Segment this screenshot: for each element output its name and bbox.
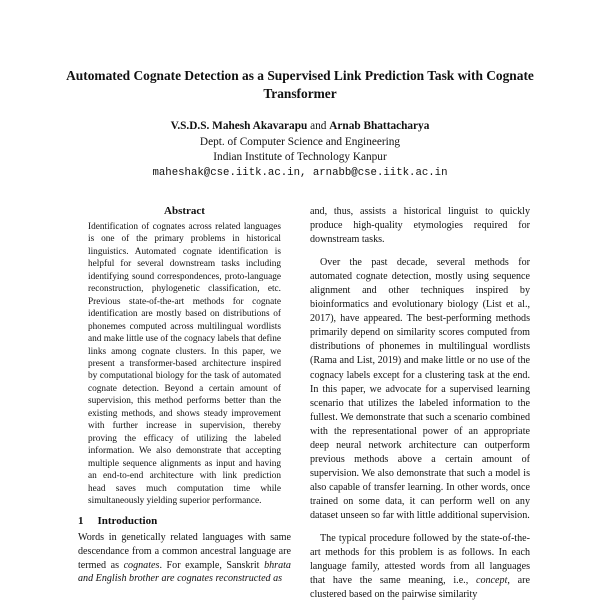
abstract-text: Identification of cognates across related languages is one of the primary problems in historical linguistics. Automated cognate identification is helpful for several downstream tasks including identifying sound correspondences, proto-language reconstruction, phylogenetic classification, etc. Previous state-of-the-art methods for cognate identification are mostly based on distributions of phonemes computed across multilingual wordlists and make little use of the cognacy labels that define links among cognate clusters. In this paper, we present a transformer-based architecture inspired by computational biology for the task of automated cognate detection. Beyond a certain amount of supervision, this method performs better than the existing methods, and shows steady improvement with further increase in supervision, thereby proving the efficacy of utilizing the labeled information. We also demonstrate that accepting multiple sequence alignments as input and having an end-to-end architecture with link prediction head saves much computation time while simultaneously yielding superior performance. (88, 222, 281, 506)
right-paragraph-1: and, thus, assists a historical linguist to quickly produce high-quality etymologies required for downstream tasks. (310, 206, 530, 246)
affiliation-dept: Dept. of Computer Science and Engineering (199, 135, 401, 148)
author-conjunction: and (310, 120, 327, 132)
paper-title: Automated Cognate Detection as a Supervised Link Prediction Task with Cognate Transformer (66, 68, 534, 101)
para3-end: , are clustered based on the pairwise similarity (310, 575, 530, 601)
author-2: Arnab Bhattacharya (329, 120, 430, 132)
left-column (78, 204, 291, 586)
intro-term-cognates: cognates (123, 559, 160, 571)
author-1: V.S.D.S. Mahesh Akavarapu (170, 120, 308, 132)
para3-start: The typical procedure followed by the state-of-the-art methods for this problem is as follows. In each language family, attested words from all languages that have the same meaning, i.e., (310, 533, 530, 587)
author-block (60, 119, 540, 181)
section-number: 1 (78, 515, 84, 528)
section-title: Introduction (97, 515, 158, 528)
intro-text-after: . For example, Sanskrit (159, 559, 260, 571)
right-paragraph-2: Over the past decade, several methods for automated cognate detection, mostly using sequence alignment and other techniques inspired by bioinformatics and evolutionary biology (List et al., 2017), have appeared. The best-performing methods primarily depend on similarity scores computed from distributions of phonemes in multilingual wordlists (Rama and List, 2019) and make little or no use of the cognacy labels except for a clustering task at the end. In this paper, we advocate for a supervised learning scenario that utilizes the labeled information to the fullest. We demonstrate that such a scenario combined with the representational power of an appropriate deep neural network architecture can outperform previous methods above a certain amount of supervision. We also demonstrate that such a model is also capable of transfer learning. In other words, once trained on some data, it can perform well on any dataset unseen so far with little additional supervision. (310, 257, 530, 521)
introduction-heading (78, 514, 291, 528)
introduction-paragraph (78, 531, 291, 585)
para3-term-concept: concept (475, 575, 508, 587)
right-column (310, 205, 530, 611)
right-paragraph-3 (310, 532, 530, 602)
intro-tail-line: bhrata and English brother are cognates reconstructed as (78, 559, 291, 585)
affiliation-institute: Indian Institute of Technology Kanpur (213, 151, 387, 163)
abstract-heading: Abstract (164, 205, 205, 217)
author-emails: maheshak@cse.iitk.ac.in, arnabb@cse.iitk.ac.in (152, 166, 448, 179)
author-names (60, 119, 540, 135)
intro-text: Words in genetically related languages with same descendance from a common ancestral language are termed as (78, 532, 291, 571)
